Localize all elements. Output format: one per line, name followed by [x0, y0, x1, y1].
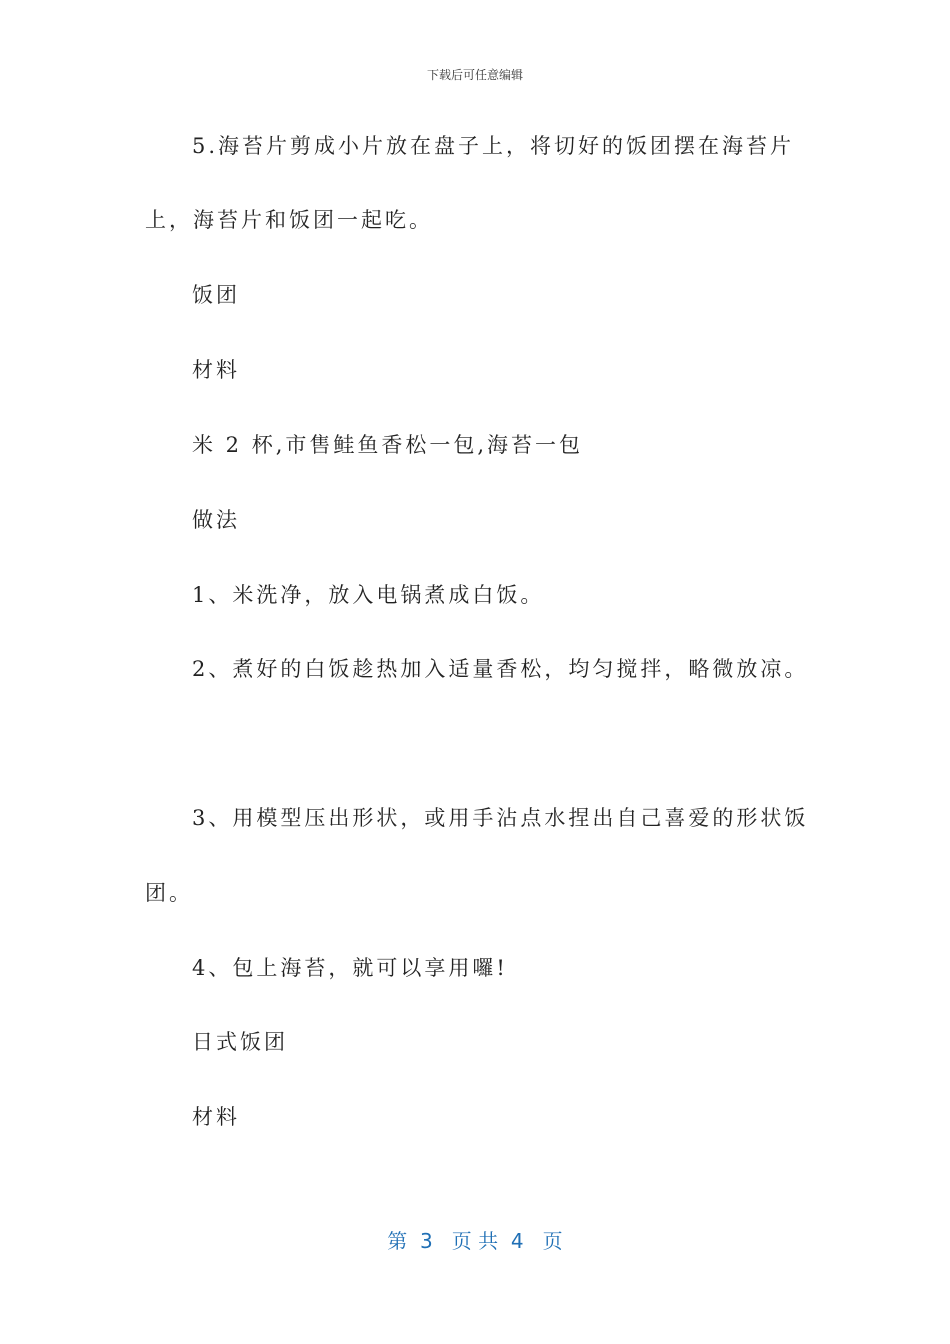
section-heading: 饭团: [192, 283, 240, 307]
section-heading: 日式饭团: [192, 1030, 288, 1054]
paragraph-line: 5.海苔片剪成小片放在盘子上，将切好的饭团摆在海苔片: [192, 134, 795, 158]
page-number-footer: 第 3 页 共 4 页: [387, 1229, 563, 1253]
subheading: 做法: [192, 508, 240, 532]
step-line: 2、煮好的白饭趁热加入适量香松，均匀搅拌，略微放凉。: [192, 657, 809, 681]
subheading: 材料: [192, 1105, 240, 1129]
paragraph-line: 上，海苔片和饭团一起吃。: [145, 208, 433, 232]
page-header: 下载后可任意编辑: [426, 68, 523, 82]
step-line: 4、包上海苔，就可以享用囉!: [192, 956, 508, 980]
step-line: 1、米洗净，放入电锅煮成白饭。: [192, 583, 545, 607]
paragraph-line: 米 2 杯,市售鲑鱼香松一包,海苔一包: [192, 433, 584, 457]
step-line: 3、用模型压出形状，或用手沾点水捏出自己喜爱的形状饭: [192, 806, 809, 830]
step-line: 团。: [145, 881, 193, 905]
subheading: 材料: [192, 358, 240, 382]
